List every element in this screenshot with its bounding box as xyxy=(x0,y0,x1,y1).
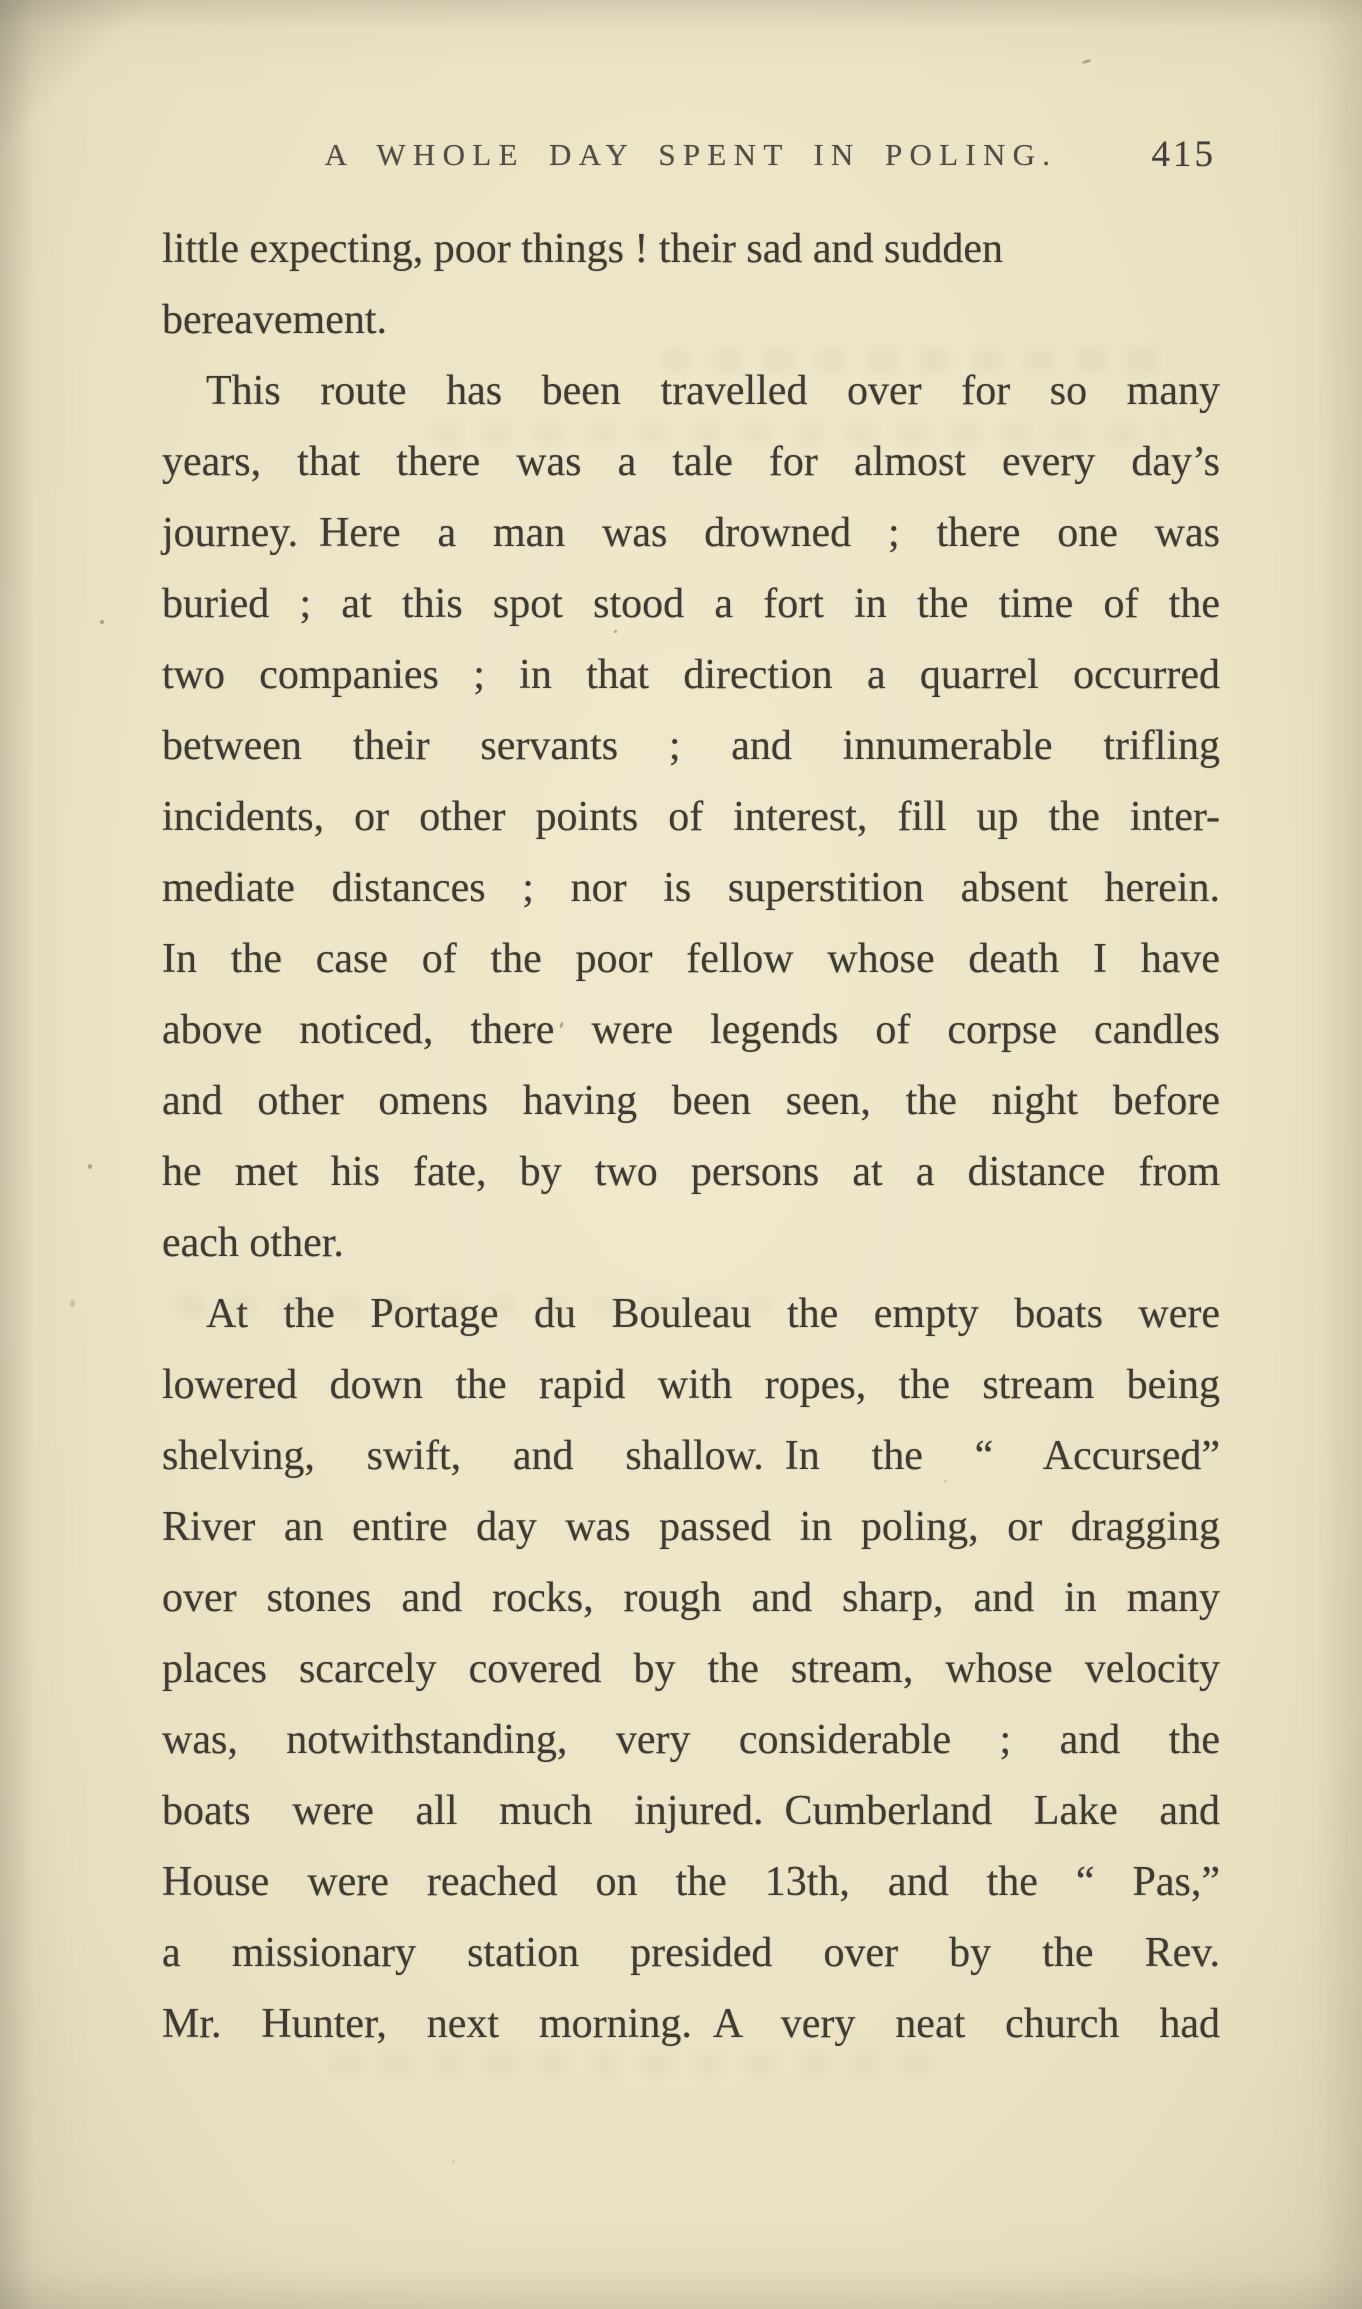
text-line: and other omens having been seen, the night before xyxy=(162,1078,1220,1124)
text-line: House were reached on the 13th, and the “ Pas,” xyxy=(162,1859,1220,1905)
text-line: between their servants ; and innumerable trifling xyxy=(162,723,1220,769)
text-line: mediate distances ; nor is superstition absent herein. xyxy=(162,865,1220,911)
body-text xyxy=(162,214,1220,2060)
text-line: each other. xyxy=(162,1220,344,1266)
paper-speck xyxy=(1082,59,1091,65)
text-line: At the Portage du Bouleau the empty boats were xyxy=(206,1291,1220,1337)
text-line: boats were all much injured. Cumberland Lake and xyxy=(162,1788,1220,1834)
text-line: places scarcely covered by the stream, whose velocity xyxy=(162,1646,1220,1692)
text-line: years, that there was a tale for almost every day’s xyxy=(162,439,1220,485)
text-line: shelving, swift, and shallow. In the “ Accursed” xyxy=(162,1433,1220,1479)
text-line: incidents, or other points of interest, fill up the inter- xyxy=(162,794,1220,840)
text-line: Mr. Hunter, next morning. A very neat church had xyxy=(162,2001,1220,2047)
text-line: journey. Here a man was drowned ; there one was xyxy=(162,510,1220,556)
page-number: 415 xyxy=(1151,134,1216,175)
text-line: lowered down the rapid with ropes, the stream being xyxy=(162,1362,1220,1408)
text-line: two companies ; in that direction a quarrel occurred xyxy=(162,652,1220,698)
paper-speck xyxy=(70,1300,75,1307)
paper-speck xyxy=(100,620,104,624)
paper-speck xyxy=(452,2160,455,2163)
paper-speck xyxy=(88,1164,92,1169)
text-line: over stones and rocks, rough and sharp, and in many xyxy=(162,1575,1220,1621)
text-line: In the case of the poor fellow whose death I have xyxy=(162,936,1220,982)
text-line: was, notwithstanding, very considerable ; and the xyxy=(162,1717,1220,1763)
text-line: This route has been travelled over for so many xyxy=(206,368,1220,414)
text-line: little expecting, poor things ! their sad and sudden xyxy=(162,226,1003,272)
running-header-title: A WHOLE DAY SPENT IN POLING. xyxy=(324,137,1058,172)
text-line: above noticed, there were legends of corpse candles xyxy=(162,1007,1220,1053)
text-line: a missionary station presided over by the Rev. xyxy=(162,1930,1220,1976)
text-line: he met his fate, by two persons at a distance from xyxy=(162,1149,1220,1195)
running-header xyxy=(162,136,1220,180)
text-line: buried ; at this spot stood a fort in the time of the xyxy=(162,581,1220,627)
text-line: bereavement. xyxy=(162,297,388,343)
text-line: River an entire day was passed in poling, or dragging xyxy=(162,1504,1220,1550)
